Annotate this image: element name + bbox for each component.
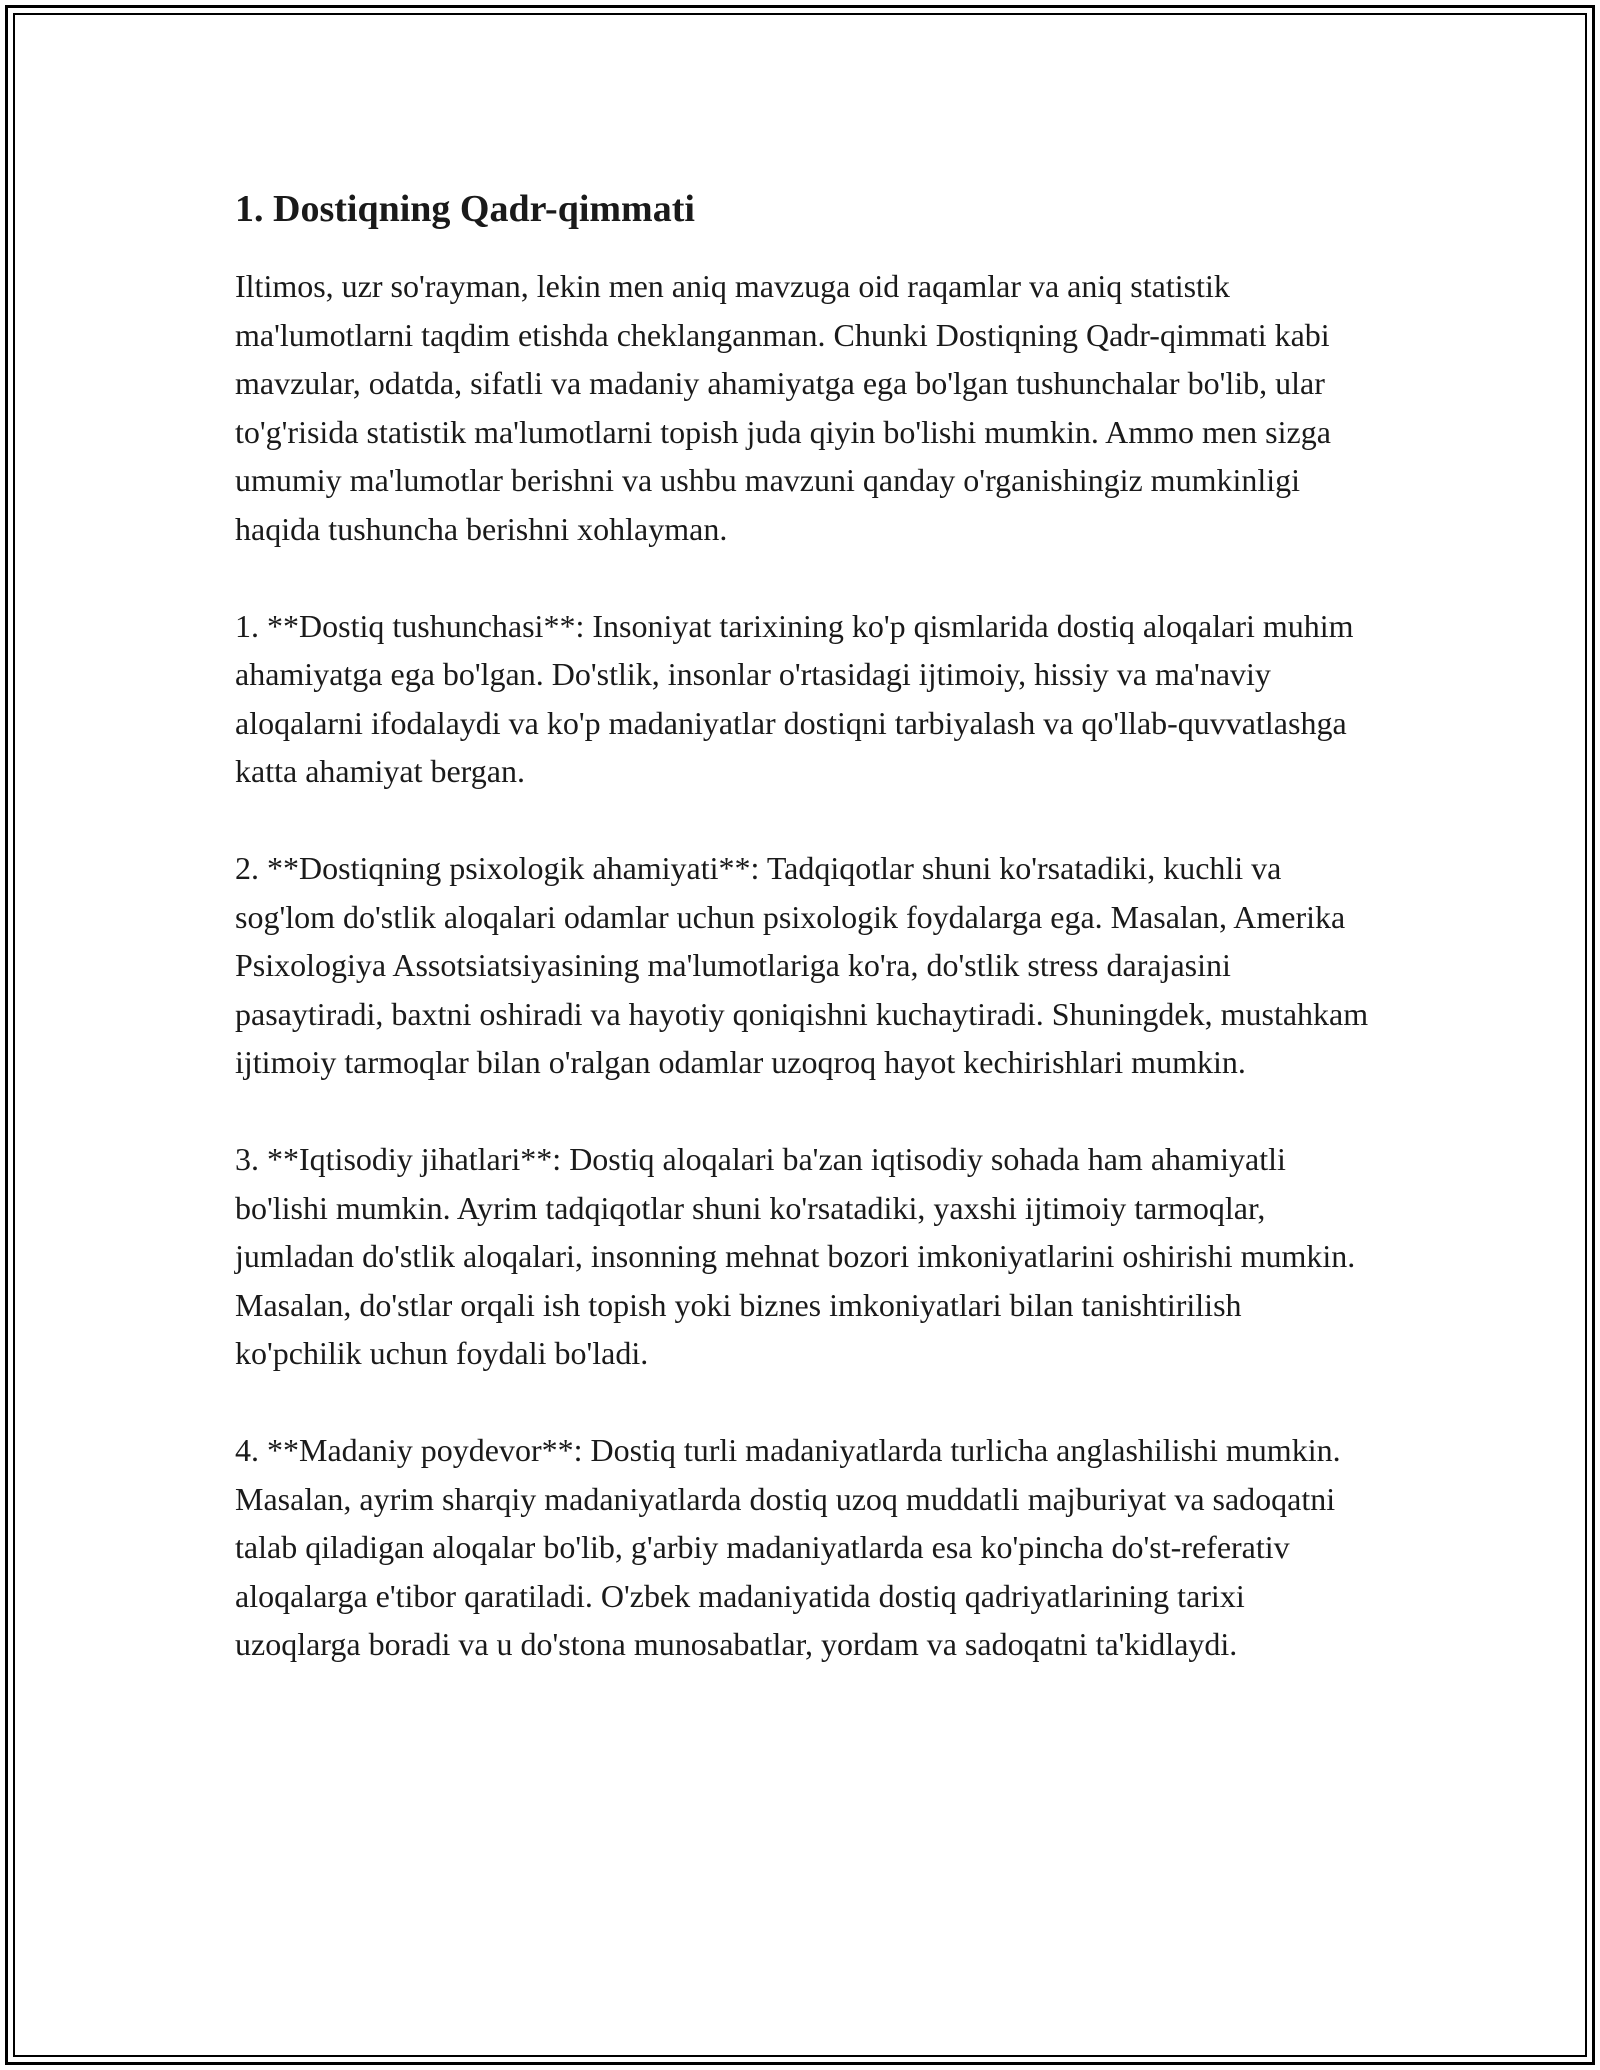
section-4-paragraph: 4. **Madaniy poydevor**: Dostiq turli madaniyatlarda turlicha anglashilishi mumkin. Masalan, ayrim sharqiy madaniyatlarda dostiq uzoq muddatli majburiyat va sadoqatni talab qiladigan aloqalar bo'lib, g'arbiy madaniyatlarda esa ko'pincha do'st-referativ aloqalarga e'tibor qaratiladi. O'zbek madaniyatida dostiq qadriyatlarining tarixi uzoqlarga boradi va u do'stona munosabatlar, yordam va sadoqatni ta'kidlaydi. bbox=[235, 1432, 1341, 1663]
document-body bbox=[235, 185, 1375, 1717]
section-3-paragraph: 3. **Iqtisodiy jihatlari**: Dostiq aloqalari ba'zan iqtisodiy sohada ham ahamiyatli bo'lishi mumkin. Ayrim tadqiqotlar shuni ko'rsatadiki, yaxshi ijtimoiy tarmoqlar, jumladan do'stlik aloqalari, insonning mehnat bozori imkoniyatlarini oshirishi mumkin. Masalan, do'stlar orqali ish topish yoki biznes imkoniyatlari bilan tanishtirilish ko'pchilik uchun foydali bo'ladi. bbox=[235, 1141, 1356, 1372]
section-2-paragraph: 2. **Dostiqning psixologik ahamiyati**: Tadqiqotlar shuni ko'rsatadiki, kuchli va sog'lom do'stlik aloqalari odamlar uchun psixologik foydalarga ega. Masalan, Amerika Psixologiya Assotsiatsiyasining ma'lumotlariga ko'ra, do'stlik stress darajasini pasaytiradi, baxtni oshiradi va hayotiy qoniqishni kuchaytiradi. Shuningdek, mustahkam ijtimoiy tarmoqlar bilan o'ralgan odamlar uzoqroq hayot kechirishlari mumkin. bbox=[235, 850, 1369, 1081]
intro-paragraph: Iltimos, uzr so'rayman, lekin men aniq mavzuga oid raqamlar va aniq statistik ma'lumotlarni taqdim etishda cheklanganman. Chunki Dostiqning Qadr-qimmati kabi mavzular, odatda, sifatli va madaniy ahamiyatga ega bo'lgan tushunchalar bo'lib, ular to'g'risida statistik ma'lumotlarni topish juda qiyin bo'lishi mumkin. Ammo men sizga umumiy ma'lumotlar berishni va ushbu mavzuni qanday o'rganishingiz mumkinligi haqida tushuncha berishni xohlayman. bbox=[235, 268, 1331, 547]
document-title: 1. Dostiqning Qadr-qimmati bbox=[235, 188, 695, 230]
section-1-paragraph: 1. **Dostiq tushunchasi**: Insoniyat tarixining ko'p qismlarida dostiq aloqalari muhim ahamiyatga ega bo'lgan. Do'stlik, insonlar o'rtasidagi ijtimoiy, hissiy va ma'naviy aloqalarni ifodalaydi va ko'p madaniyatlar dostiqni tarbiyalash va qo'llab-quvvatlashga katta ahamiyat bergan. bbox=[235, 607, 1354, 790]
